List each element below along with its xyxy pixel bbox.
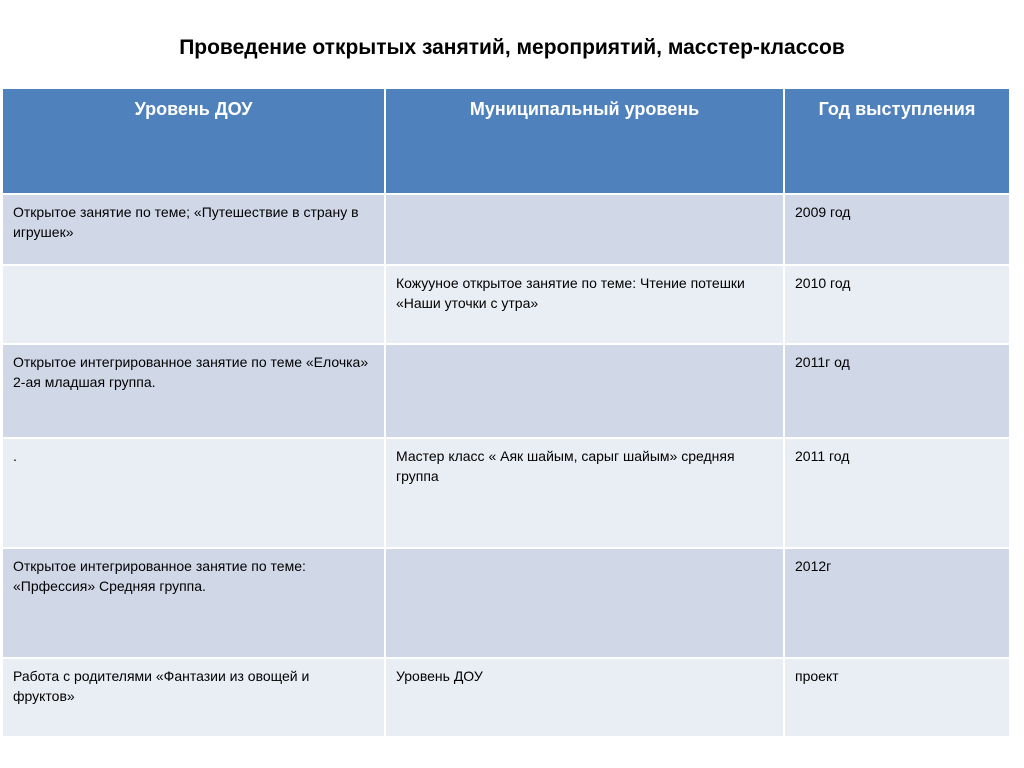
cell-municipal-level: Кожууное открытое занятие по теме: Чтение потешки «Наши уточки с утра» xyxy=(385,265,784,344)
cell-municipal-level xyxy=(385,344,784,438)
cell-dou-level: Работа с родителями «Фантазии из овощей и фруктов» xyxy=(2,658,385,737)
cell-year: проект xyxy=(784,658,1010,737)
cell-municipal-level: Уровень ДОУ xyxy=(385,658,784,737)
cell-year: 2011г од xyxy=(784,344,1010,438)
header-dou-level: Уровень ДОУ xyxy=(2,88,385,194)
cell-year: 2009 год xyxy=(784,194,1010,265)
cell-year: 2010 год xyxy=(784,265,1010,344)
table-row xyxy=(2,194,1010,265)
table-row xyxy=(2,438,1010,548)
cell-dou-level: Открытое интегрированное занятие по теме: «Прфессия» Средняя группа. xyxy=(2,548,385,658)
slide-title: Проведение открытых занятий, мероприятий, масстер-классов xyxy=(179,36,845,59)
cell-municipal-level: Мастер класс « Аяк шайым, сарыг шайым» средняя группа xyxy=(385,438,784,548)
table-row xyxy=(2,344,1010,438)
cell-dou-level: . xyxy=(2,438,385,548)
cell-year: 2012г xyxy=(784,548,1010,658)
cell-municipal-level xyxy=(385,194,784,265)
table-row xyxy=(2,548,1010,658)
header-municipal-level: Муниципальный уровень xyxy=(385,88,784,194)
cell-dou-level xyxy=(2,265,385,344)
cell-year: 2011 год xyxy=(784,438,1010,548)
cell-dou-level: Открытое интегрированное занятие по теме «Елочка» 2-ая младшая группа. xyxy=(2,344,385,438)
header-year: Год выступления xyxy=(784,88,1010,194)
table-row xyxy=(2,265,1010,344)
table-header-row xyxy=(2,88,1010,194)
cell-dou-level: Открытое занятие по теме; «Путешествие в страну в игрушек» xyxy=(2,194,385,265)
table-row xyxy=(2,658,1010,737)
cell-municipal-level xyxy=(385,548,784,658)
events-table xyxy=(1,87,1011,738)
